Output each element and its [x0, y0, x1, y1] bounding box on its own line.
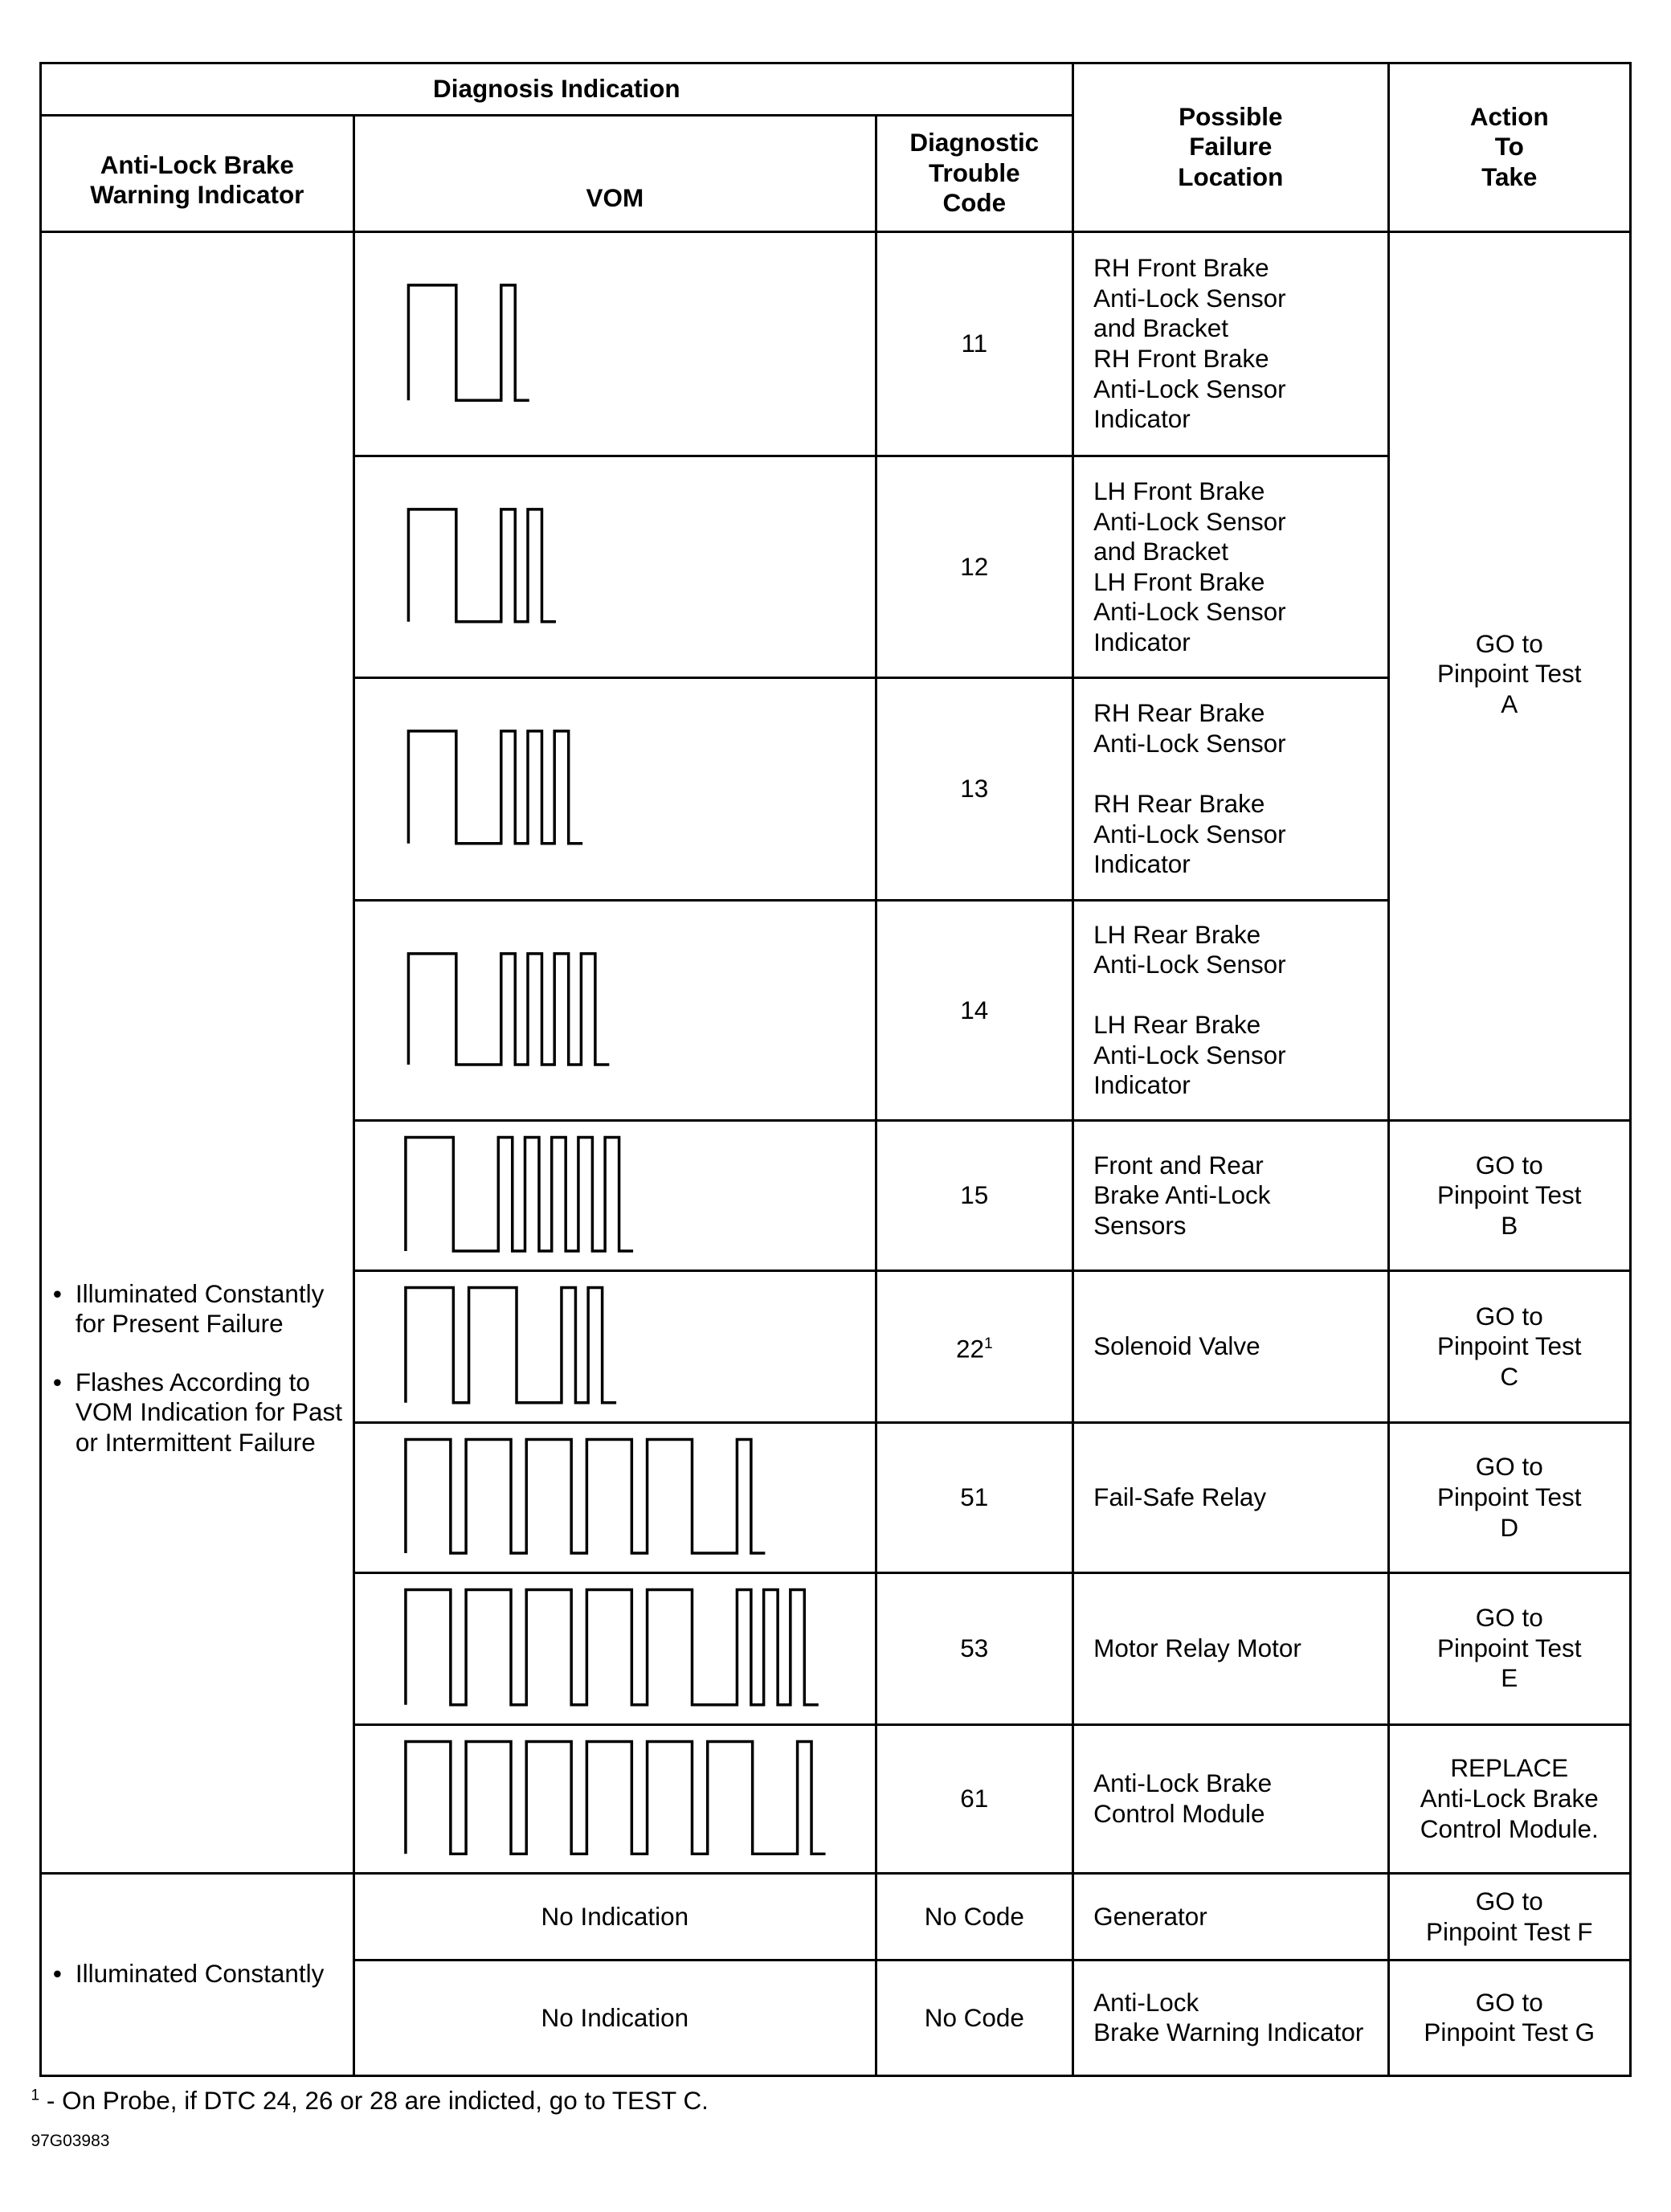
dtc-cell — [876, 1121, 1072, 1271]
action-cell — [1388, 1271, 1630, 1423]
dtc-code: 53 — [960, 1633, 989, 1662]
dtc-code: 22 — [955, 1335, 984, 1364]
action-text: GO to Pinpoint Test E — [1436, 1604, 1582, 1693]
action-text: GO to Pinpoint Test F — [1426, 1887, 1593, 1946]
dtc-header — [876, 115, 1072, 231]
vom-cell — [353, 1961, 876, 2075]
bullet-icon: • — [52, 1279, 62, 1308]
table-row — [40, 1873, 1630, 1960]
bullet-icon: • — [52, 1368, 62, 1396]
action-cell — [1388, 1572, 1630, 1724]
dtc-code: 51 — [960, 1483, 989, 1512]
table-row — [40, 231, 1630, 456]
vom-cell — [353, 678, 876, 900]
dtc-code: 13 — [960, 775, 989, 803]
failure-location-text: RH Front Brake Anti-Lock Sensor and Bracket RH Front Brake Anti-Lock Sensor Indicator — [1093, 254, 1286, 434]
failure-location-cell — [1072, 1724, 1388, 1873]
dtc-cell — [876, 1422, 1072, 1572]
vom-waveform — [355, 1727, 875, 1871]
failure-location-text: LH Front Brake Anti-Lock Sensor and Bracket LH Front Brake Anti-Lock Sensor Indicator — [1093, 477, 1286, 657]
dtc-code: 14 — [960, 996, 989, 1024]
waveform-trace — [406, 1137, 633, 1251]
vom-waveform — [355, 235, 875, 454]
action-text: GO to Pinpoint Test G — [1424, 1988, 1595, 2047]
dtc-cell — [876, 1873, 1072, 1960]
waveform-trace — [408, 731, 582, 844]
action-label: Action To Take — [1469, 102, 1549, 192]
vom-cell — [353, 1873, 876, 1960]
vom-waveform — [355, 1274, 875, 1420]
indicator-text: Illuminated Constantly — [75, 1960, 325, 1989]
action-header — [1388, 63, 1630, 231]
dtc-cell — [876, 1961, 1072, 2075]
dtc-code: 12 — [960, 553, 989, 582]
dtc-cell — [876, 1572, 1072, 1724]
failure-location-text: LH Rear Brake Anti-Lock Sensor LH Rear Brake Anti-Lock Sensor Indicator — [1093, 920, 1286, 1100]
vom-cell — [353, 456, 876, 678]
action-text: GO to Pinpoint Test A — [1436, 629, 1582, 718]
bullet-icon: • — [52, 1960, 62, 1989]
vom-waveform — [355, 459, 875, 675]
failure-location-cell — [1072, 1422, 1388, 1572]
footnote-mark: 1 — [31, 2087, 40, 2104]
dtc-label: Diagnostic Trouble Code — [909, 129, 1040, 218]
figure-id: 97G03983 — [31, 2132, 110, 2151]
dtc-code: 11 — [961, 329, 988, 358]
vom-waveform — [355, 1576, 875, 1722]
vom-waveform — [355, 681, 875, 897]
failure-location-text: Motor Relay Motor — [1093, 1633, 1301, 1662]
warning-indicator-header — [40, 115, 353, 231]
footnote-mark: 1 — [983, 1335, 993, 1352]
failure-location-text: Front and Rear Brake Anti-Lock Sensors — [1093, 1151, 1271, 1240]
failure-location-cell — [1072, 678, 1388, 900]
vom-waveform — [355, 903, 875, 1118]
failure-location-text: Fail-Safe Relay — [1093, 1483, 1267, 1512]
action-text: REPLACE Anti-Lock Brake Control Module. — [1420, 1754, 1599, 1843]
failure-location-text: Anti-Lock Brake Control Module — [1093, 1769, 1273, 1828]
action-text: GO to Pinpoint Test B — [1436, 1151, 1582, 1240]
action-cell — [1388, 1422, 1630, 1572]
dtc-cell — [876, 456, 1072, 678]
waveform-trace — [408, 509, 556, 622]
vom-cell — [353, 1422, 876, 1572]
action-cell — [1388, 1873, 1630, 1960]
action-cell — [1388, 1724, 1630, 1873]
vom-header: VOM — [353, 115, 876, 231]
warning-indicator-cell — [40, 1873, 353, 2075]
dtc-code: 15 — [960, 1181, 989, 1210]
failure-location-cell — [1072, 1873, 1388, 1960]
indicator-text: Illuminated Constantly for Present Failure — [75, 1279, 325, 1339]
dtc-cell — [876, 1724, 1072, 1873]
action-text: GO to Pinpoint Test C — [1436, 1302, 1582, 1391]
indicator-bullet — [53, 1279, 353, 1339]
dtc-code: No Code — [924, 1902, 1024, 1931]
vom-cell — [353, 1724, 876, 1873]
indicator-bullet — [53, 1959, 353, 1989]
indicator-text: Flashes According to VOM Indication for Past or Intermittent Failure — [75, 1368, 343, 1457]
failure-location-cell — [1072, 900, 1388, 1120]
diagnosis-table — [39, 62, 1632, 2077]
failure-location-label: Possible Failure Location — [1178, 102, 1284, 192]
waveform-trace — [406, 1741, 826, 1854]
failure-location-text: Solenoid Valve — [1093, 1332, 1260, 1361]
action-cell — [1388, 231, 1630, 1120]
failure-location-cell — [1072, 1121, 1388, 1271]
waveform-trace — [406, 1589, 819, 1704]
vom-cell — [353, 900, 876, 1120]
dtc-cell — [876, 678, 1072, 900]
warning-indicator-label: Anti-Lock Brake Warning Indicator — [90, 150, 304, 210]
indicator-bullet — [53, 1368, 353, 1458]
vom-waveform — [355, 1425, 875, 1570]
failure-location-text: Generator — [1093, 1902, 1207, 1931]
vom-cell — [353, 1572, 876, 1724]
waveform-trace — [406, 1287, 616, 1402]
action-cell — [1388, 1961, 1630, 2075]
failure-location-cell — [1072, 456, 1388, 678]
footnote — [31, 2087, 708, 2116]
vom-cell — [353, 1271, 876, 1423]
failure-location-cell — [1072, 231, 1388, 456]
action-cell — [1388, 1121, 1630, 1271]
dtc-cell — [876, 1271, 1072, 1423]
waveform-trace — [406, 1439, 765, 1553]
vom-cell — [353, 231, 876, 456]
dtc-cell — [876, 231, 1072, 456]
warning-indicator-cell — [40, 231, 353, 1873]
failure-location-cell — [1072, 1572, 1388, 1724]
failure-location-text: Anti-Lock Brake Warning Indicator — [1093, 1988, 1364, 2047]
failure-location-cell — [1072, 1961, 1388, 2075]
failure-location-cell — [1072, 1271, 1388, 1423]
failure-location-header — [1072, 63, 1388, 231]
vom-text: No Indication — [541, 1902, 689, 1931]
waveform-trace — [408, 954, 609, 1065]
action-text: GO to Pinpoint Test D — [1436, 1453, 1582, 1542]
diagnosis-indication-header: Diagnosis Indication — [40, 63, 1072, 115]
waveform-trace — [408, 285, 529, 400]
dtc-code: No Code — [924, 2003, 1024, 2032]
vom-waveform — [355, 1123, 875, 1268]
failure-location-text: RH Rear Brake Anti-Lock Sensor RH Rear Brake Anti-Lock Sensor Indicator — [1093, 699, 1286, 879]
vom-cell — [353, 1121, 876, 1271]
vom-text: No Indication — [541, 2003, 689, 2032]
dtc-cell — [876, 900, 1072, 1120]
footnote-text: - On Probe, if DTC 24, 26 or 28 are indicted, go to TEST C. — [39, 2087, 709, 2116]
dtc-code: 61 — [960, 1784, 989, 1813]
